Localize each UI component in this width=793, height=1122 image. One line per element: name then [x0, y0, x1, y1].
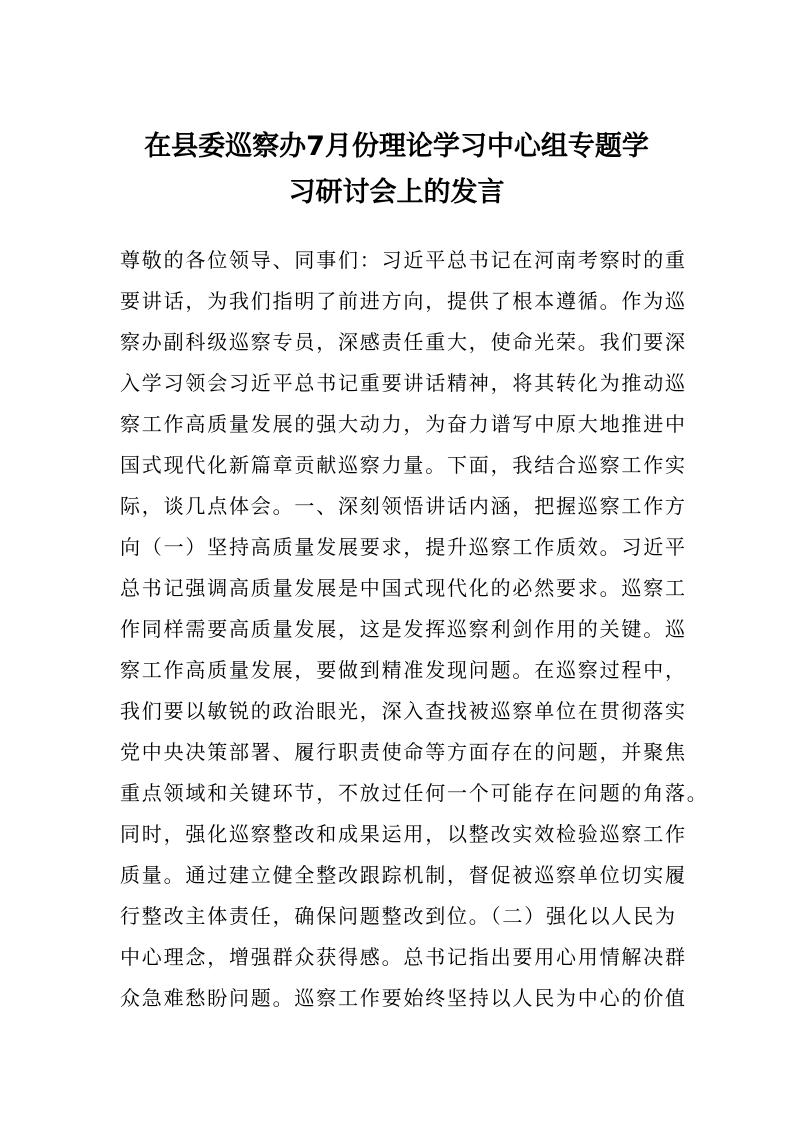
- body-line: 际，谈几点体会。一、深刻领悟讲话内涵，把握巡察工作方: [120, 494, 687, 518]
- document-title-line-1: 在县委巡察办7月份理论学习中心组专题学: [144, 131, 649, 162]
- body-line: 作同样需要高质量发展，这是发挥巡察利剑作用的关键。巡: [120, 617, 687, 641]
- document-title-line-2: 习研讨会上的发言: [288, 177, 505, 208]
- body-line: 向（一）坚持高质量发展要求，提升巡察工作质效。习近平: [120, 535, 687, 559]
- body-line: 我们要以敏锐的政治眼光，深入查找被巡察单位在贯彻落实: [120, 699, 687, 723]
- body-line: 要讲话，为我们指明了前进方向，提供了根本遵循。作为巡: [120, 289, 687, 313]
- body-line: 党中央决策部署、履行职责使命等方面存在的问题，并聚焦: [120, 740, 687, 764]
- body-line: 行整改主体责任，确保问题整改到位。（二）强化以人民为: [120, 904, 677, 928]
- body-line: 质量。通过建立健全整改跟踪机制，督促被巡察单位切实履: [120, 863, 687, 887]
- body-line: 中心理念，增强群众获得感。总书记指出要用心用情解决群: [120, 945, 687, 969]
- body-line: 尊敬的各位领导、同事们：习近平总书记在河南考察时的重: [120, 248, 687, 272]
- body-line: 国式现代化新篇章贡献巡察力量。下面，我结合巡察工作实: [120, 453, 687, 477]
- body-line: 入学习领会习近平总书记重要讲话精神，将其转化为推动巡: [120, 371, 687, 395]
- body-line: 察工作高质量发展，要做到精准发现问题。在巡察过程中，: [120, 658, 687, 682]
- body-line: 同时，强化巡察整改和成果运用，以整改实效检验巡察工作: [120, 822, 687, 846]
- body-line: 总书记强调高质量发展是中国式现代化的必然要求。巡察工: [120, 576, 687, 600]
- body-line: 察办副科级巡察专员，深感责任重大，使命光荣。我们要深: [120, 330, 687, 354]
- body-line: 重点领域和关键环节，不放过任何一个可能存在问题的角落。: [120, 781, 709, 805]
- body-line: 察工作高质量发展的强大动力，为奋力谱写中原大地推进中: [120, 412, 687, 436]
- body-line: 众急难愁盼问题。巡察工作要始终坚持以人民为中心的价值: [120, 986, 687, 1010]
